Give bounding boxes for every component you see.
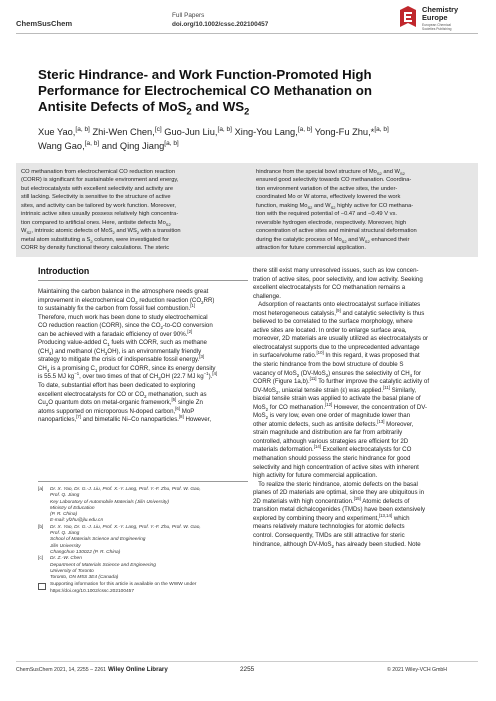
header-divider xyxy=(16,33,478,34)
article-title: Steric Hindrance- and Work Function-Promoted High Performance for Electrochemical CO Methanation on Antisite Defects of MoS$_2$ and $WS_2$ xyxy=(38,67,372,117)
intro-divider xyxy=(38,280,248,281)
publisher-sub-1: European Chemical xyxy=(422,23,451,27)
doi-link[interactable]: doi.org/10.1002/cssc.202100457 xyxy=(172,21,269,28)
publisher-title-1: Chemistry xyxy=(422,5,459,14)
publisher-logo xyxy=(400,4,482,34)
affiliation-a: [a] Dr. X. Yao, Dr. G.-J. Liu, Prof. X.-Y. Lang, Prof. Y.-F. Zhu, Prof. W. Gao, Prof. Q. Jiang Key Laboratory of Automobile Materials (Jilin University) Ministry of Education (P. R. China) E-mail: yfzhu@jlu.edu.cn xyxy=(38,487,250,525)
wiley-online-library-link[interactable]: Wiley Online Library xyxy=(108,666,168,673)
author-list: Xue Yao,[a, b] Zhi-Wen Chen,[c] Guo-Jun Liu,[a, b] Xing-You Lang,[a, b] Yong-Fu Zhu,*[a, b] Wang Gao,[a, b] and Qing Jiang[a, b] xyxy=(38,125,389,151)
supporting-info-link[interactable]: https://doi.org/10.1002/cssc.202100457 xyxy=(50,588,135,594)
publisher-sub-2: Societies Publishing xyxy=(422,27,452,31)
affiliations xyxy=(38,487,250,595)
supporting-info-note: Supporting information for this article is available on the WWW under https://doi.org/10.1002/cssc.202100457 xyxy=(38,582,250,595)
journal-name: ChemSusChem xyxy=(16,19,73,28)
affiliation-c: [c] Dr. Z.-W. Chen Department of Materials Science and Engineering University of Toronto Toronto, ON M5S 3E4 (Canada) xyxy=(38,556,156,581)
chemistry-europe-logo-icon xyxy=(400,6,416,27)
body-left-column: Maintaining the carbon balance in the atmosphere needs great improvement in electrochemical $CO_2$ reduction reaction $(CO_2RR)$ to sustainably fix the carbon from fossil fuel combustion.[1] Therefore, much work has been done to study electrochemical CO reduction reaction (CORR), since the $CO_2-to-CO$ conversion can be achieved with a faradaic efficiency of over 90%.[2] Producing value-added $C_1$ fuels with CORR, such as methane $(CH_4)$ and methanol $(CH_3OH)$, is an environmentally friendly strategy to mitigate the crisis of indispensable fossil energy.[3] $CH_4$ is a promising $C_1$ product for CORR, since its energy density is 55.5 MJ $kg^{-1}$, over two times of that of $CH_3OH$ (22.7 MJ $kg^{-1}).[4]$ To date, substantial effort has been dedicated to exploring excellent electrocatalysts for CO or $CO_2$ methanation, such as $Cu_2O$ quantum dots on metal-organic framework,[5] single Zn atoms supported on microporous N-doped carbon,[6] MoP nanoparticles,[7] and bimetallic Ni–Co nanoparticles.[8] However, xyxy=(38,288,218,424)
page-number: 2255 xyxy=(240,666,255,673)
body-right-column: there still exist many unresolved issues, such as low concen- tration of active sites, poor selectivity, and low activity. Seeking excellent electrocatalysts for CO methanation remains a challenge. Adsorption of reactants onto electrocatalyst surface initiates most heterogeneous catalysis,[9] and catalytic selectivity is thus believed to be correlated to the surface morphology, where active sites are located. In order to enlarge surface area, moreover, 2D materials are usually utilized as electrocatalysts or electrocatalyst supports due to the unprecedented advantage in surface/volume ratio.[10] In this regard, it was proposed that the steric hindrance from the bowl structure of double S vacancy of MoS$_2$ (DV-MoS$_2$) ensures the selectivity of $CH_4$ for CORR (Figure 1a,b).[11] To further improve the catalytic activity of DV-MoS$_2$, uniaxial tensile strain (ε) was applied.[11] Similarly, biaxial tensile strain was applied to activate the basal plane of MoS$_2$ for CO methanation.[12] However, the concentration of DV- MoS$_2$ is very low, even one order of magnitude lower than other atomic defects, such as antisite defects.[13] Moreover, strain magnitude and distribution are far from arbitrarily controlled, although various strategies are efficient for 2D materials deformation.[14] Excellent electrocatalysts for CO methanation should possess the steric hindrance for good selectivity and high concentration of active sites with inherent high activity for future commercial application. To realize the steric hindrance, atomic defects on the basal planes of 2D materials are optimal, since they are ubiquitous in 2D materials with high concentration.[15] Atomic defects of transition metal dichalcogenides (TMDs) have been extensively explored by combining theory and experiment,[13,14] which means relatively mature technologies for atomic defects control. Consequently, TMDs are still attractive for steric hindrance, although DV-MoS$_2$ has already been studied. Note xyxy=(253,267,430,549)
section-label: Full Papers xyxy=(172,12,205,19)
supporting-info-icon xyxy=(38,583,46,590)
abstract-left: CO methanation from electrochemical CO reduction reaction (CORR) is significant for sustainable environment and energy, but electrocatalysts with excellent selectivity and activity are still lacking. Selectivity is sensitive to the structure of active sites, and activity can be tailored by work function. Moreover, intrinsic active sites usually possess relatively high concentra- tion compared to artificial ones. Here, antisite defects $Mo_{S2}$ $W_{S2}$, intrinsic atomic defects of MoS$_2$ and $WS_2$ with a transition metal atom substituting a $S_2$ column, were investigated for CORR by density functional theory calculations. The steric xyxy=(21,169,181,252)
footnote-divider xyxy=(38,481,248,482)
publisher-title-2: Europe xyxy=(422,13,448,22)
footer-divider xyxy=(16,661,478,662)
affiliation-b: [b] Dr. X. Yao, Dr. G.-J. Liu, Prof. X.-Y. Lang, Prof. Y.-F. Zhu, Prof. W. Gao, Prof. Q. Jiang School of Materials Science and Engineering Jilin University Changchun 130022 (P. R. China) xyxy=(38,524,201,555)
section-heading-introduction: Introduction xyxy=(38,266,90,276)
footer-citation: ChemSusChem 2021, 14, 2255 – 2261 xyxy=(16,667,106,673)
abstract-right: hindrance from the special bowl structure of $Mo_{S2}$ and $W_{S2}$ ensured good selectivity towards CO methanation. Coordina- tion environment variation of the active sites, the under- coordinated Mo or W atoms, effectively lowered the work function, making $Mo_{S2}$ and $W_{S2}$ highly active for CO methana- tion with the required potential of −0.47 and −0.49 V vs. reversible hydrogen electrode, respectively. Moreover, high concentration of active sites and minimal structural deformation during the catalytic process of $Mo_{S2}$ and $W_{S2}$ enhanced their attraction for future commercial application. xyxy=(256,169,417,252)
corresponding-email[interactable]: E-mail: yfzhu@jlu.edu.cn xyxy=(50,518,104,524)
footer-copyright: © 2021 Wiley-VCH GmbH xyxy=(387,667,448,673)
